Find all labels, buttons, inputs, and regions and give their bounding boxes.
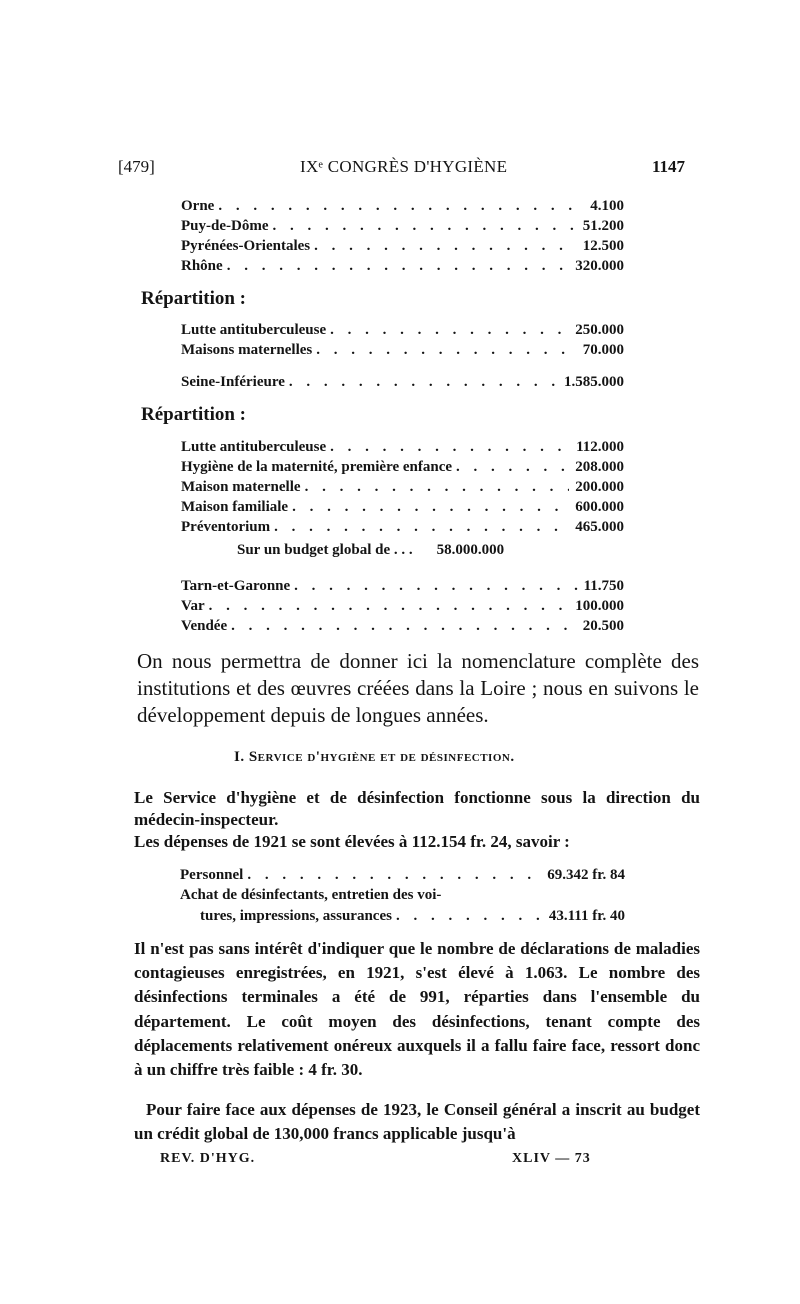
repartition-heading: Répartition : (141, 404, 247, 425)
paragraph-conseil-general: Pour faire face aux dépenses de 1923, le Conseil général a inscrit au budget un crédit global de 130,000 francs applicable jusqu'à (134, 1100, 700, 1143)
table-row: Seine-Inférieure . . . 1.585.000 (181, 372, 624, 392)
table-row: Achat de désinfectants, entretien des voi- (180, 887, 442, 903)
table-row: tures, impressions, assurances . . . 43.111 fr. 40 (180, 906, 625, 926)
paragraph-depenses: Les dépenses de 1921 se sont élevées à 112.154 fr. 24, savoir : (134, 832, 570, 851)
running-header-bracket-number: [479] (118, 157, 155, 176)
department-table-top (181, 196, 624, 276)
repartition-table-1 (181, 320, 624, 360)
table-row: Maisons maternelles . . . 70.000 (181, 340, 624, 360)
table-row: Var . . . 100.000 (181, 596, 624, 616)
repartition-heading: Répartition : (141, 288, 247, 309)
table-row: Hygiène de la maternité, première enfance . . . 208.000 (181, 457, 624, 477)
global-budget-label: Sur un budget global de . . . (237, 542, 413, 558)
global-budget-value: 58.000.000 (436, 542, 505, 558)
table-row: Puy-de-Dôme . . . 51.200 (181, 216, 624, 236)
table-row: Maison maternelle . . . 200.000 (181, 477, 624, 497)
table-row: Orne . . . 4.100 (181, 196, 624, 216)
global-budget-line (237, 542, 504, 559)
intro-paragraph: On nous permettra de donner ici la nomenclature complète des institutions et des œuvres créées dans la Loire ; nous en suivons le développement depuis de longues années. (137, 649, 699, 727)
seine-inferieure-row (181, 372, 624, 392)
running-header-title: IXᵉ CONGRÈS D'HYGIÈNE (300, 157, 508, 176)
table-row: Rhône . . . 320.000 (181, 256, 624, 276)
footer-journal: REV. D'HYG. (160, 1151, 256, 1166)
expenses-table (180, 865, 625, 926)
table-row: Vendée . . . 20.500 (181, 616, 624, 636)
table-row: Lutte antituberculeuse . . . 250.000 (181, 320, 624, 340)
table-row: Maison familiale . . . 600.000 (181, 497, 624, 517)
table-row: Lutte antituberculeuse . . . 112.000 (181, 437, 624, 457)
footer-volume: XLIV — 73 (512, 1151, 591, 1166)
table-row: Pyrénées-Orientales . . . 12.500 (181, 236, 624, 256)
department-table-bottom (181, 576, 624, 636)
page-number: 1147 (652, 157, 686, 176)
table-row: Préventorium . . . 465.000 (181, 517, 624, 537)
table-row: Tarn-et-Garonne . . . 11.750 (181, 576, 624, 596)
table-row: Personnel . . . 69.342 fr. 84 (180, 865, 625, 885)
paragraph-declarations: Il n'est pas sans intérêt d'indiquer que le nombre de déclarations de maladies contagieuses enregistrées, en 1921, s'est élevé à 1.063. Le nombre des désinfections terminales a été de 991, réparties dans l'ensemble du département. Le coût moyen des désinfections, tenant compte des déplacements relativement onéreux auxquels il a fallu faire face, ressort donc à un chiffre très faible : 4 fr. 30. (134, 939, 700, 1080)
section-title: I. Service d'hygiène et de désinfection. (234, 749, 515, 765)
repartition-table-2 (181, 437, 624, 537)
paragraph-service: Le Service d'hygiène et de désinfection fonctionne sous la direction du médecin-inspecteur. (134, 788, 700, 829)
